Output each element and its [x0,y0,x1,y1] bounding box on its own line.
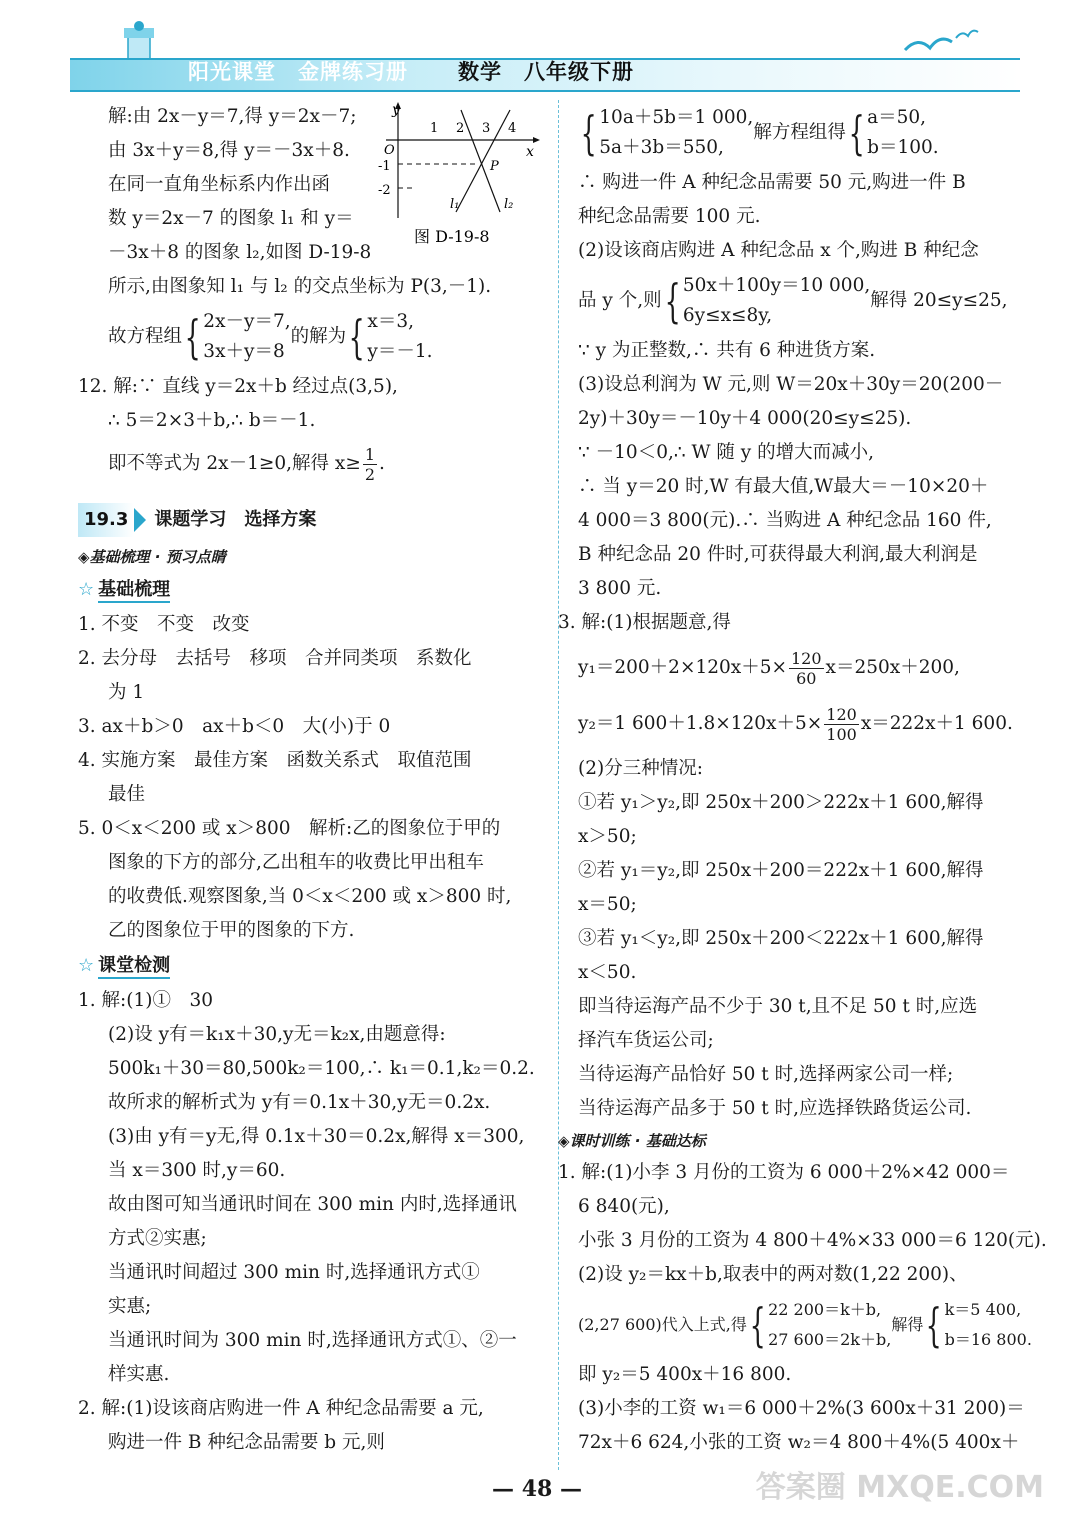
system-prefix: (2,27 600)代入上式,得 [578,1315,747,1334]
section-title [78,498,543,542]
equation: 50x＋100y＝10 000, [682,275,871,296]
text-line: x＞50; [578,826,637,847]
text-line: ∴ 当 y＝20 时,W 有最大值,W最大＝－10×20＋ [578,476,989,497]
text-line: 即当待运海产品不少于 30 t,且不足 50 t 时,应选 [578,996,978,1017]
solution: y＝－1. [367,341,433,362]
text-line: (2)设 y₂＝kx＋b,取表中的两对数(1,22 200)、 [578,1264,968,1285]
system-prefix: 品 y 个,则 [578,290,662,311]
fig-origin: O [384,143,395,158]
text-line: 3. 解:(1)根据题意,得 [558,612,731,633]
text-line: 图象的下方的部分,乙出租车的收费比甲出租车 [108,852,484,873]
text-line: 当通讯时间超过 300 min 时,选择通讯方式① [108,1262,480,1283]
fraction: $\frac{1}{2}$ [364,444,376,484]
text-line: 样实惠. [108,1364,170,1385]
text-line: (3)小李的工资 w₁＝6 000＋2%(3 600x＋31 200)＝ [578,1398,1025,1419]
left-column [78,100,543,1460]
text-line: ①若 y₁＞y₂,即 250x＋200＞222x＋1 600,解得 [578,792,984,813]
text-line: 故所求的解析式为 y有＝0.1x＋30,y无＝0.2x. [108,1092,491,1113]
subhead: ◈课时训练 · 基础达标 [558,1132,706,1150]
system-solution: 品 y 个,则 { 50x＋100y＝10 000, 6y≤x≤8y, 解得 20≤y≤25, [578,268,1033,334]
arrow-icon [134,508,146,532]
fig-tick-x: 2 [456,121,465,136]
text-line: 数 y＝2x－7 的图象 l₁ 和 y＝ [108,208,354,229]
fig-tick-x: 1 [430,121,439,136]
text-line: (2)分三种情况: [578,758,703,779]
text-line: 500k₁＋30＝80,500k₂＝100,∴ k₁＝0.1,k₂＝0.2. [108,1058,535,1079]
text-line: 2. 解:(1)设该商店购进一件 A 种纪念品需要 a 元, [78,1398,484,1419]
text-line: 方式②实惠; [108,1228,207,1249]
equation: 22 200＝k＋b, [768,1300,882,1319]
right-column [558,100,1047,1460]
system-mid: 解方程组得 [753,122,846,143]
equation: 5a＋3b＝550, [599,137,724,158]
fig-tick-y: -2 [378,183,391,198]
inequality-line: 即不等式为 2x－1≥0,解得 x≥ $\frac{1}{2}$ . [108,444,385,484]
text-line: (3)设总利润为 W 元,则 W＝20x＋30y＝20(200－ [578,374,1004,395]
text-line: x＝50; [578,894,637,915]
fig-tick-y: -1 [378,159,391,174]
text-line: 6 840(元), [578,1196,670,1217]
section-title-text: 课题学习 选择方案 [154,509,317,530]
text-line: 择汽车货运公司; [578,1030,714,1051]
solution: a＝50, [867,107,927,128]
equation: 6y≤x≤8y, [682,305,773,326]
fig-line1-label: l₁ [450,197,460,212]
text-line: 3. ax＋b＞0 ax＋b＜0 大(小)于 0 [78,716,391,737]
fraction: $\frac{120}{100}$ [826,704,857,744]
fig-point-p: P [490,159,499,174]
text-line: 72x＋6 624,小张的工资 w₂＝4 800＋4%(5 400x＋ [578,1432,1020,1453]
fraction: $\frac{120}{60}$ [790,648,822,688]
seagull-icon [900,28,980,62]
system-solution: (2,27 600)代入上式,得 { 22 200＝k＋b, 27 600＝2k＋b, 解得 { k＝5 400, b＝16 800. [578,1292,1033,1358]
diamond-icon: ◈ [558,1132,570,1150]
section-badge: 19.3 [78,503,134,537]
system-solution: 故方程组 { 2x－y＝7, 3x＋y＝8 的解为 { x＝3, y＝－1. [78,304,543,370]
equation: 10a＋5b＝1 000, [599,107,754,128]
star-heading: ☆ 课堂检测 [78,948,543,984]
text-line: 1. 不变 不变 改变 [78,614,250,635]
solution: x＝3, [367,311,414,332]
text-line: 即 y₂＝5 400x＋16 800. [578,1364,792,1385]
column-divider [558,100,559,1470]
text-line: ∵ －10＜0,∴ W 随 y 的增大而减小, [578,442,874,463]
text-line: ③若 y₁＜y₂,即 250x＋200＜222x＋1 600,解得 [578,928,984,949]
equation: 27 600＝2k＋b, [768,1330,892,1349]
text-line: 即不等式为 2x－1≥0,解得 x≥ [108,453,361,474]
subhead: ◈基础梳理 · 预习点睛 [78,548,226,566]
page-number: — 48 — [492,1476,582,1502]
text-line: 为 1 [108,682,145,703]
text-line: ②若 y₁＝y₂,即 250x＋200＝222x＋1 600,解得 [578,860,984,881]
text-line: －3x＋8 的图象 l₂,如图 D-19-8 [108,242,372,263]
text-line: 所示,由图象知 l₁ 与 l₂ 的交点坐标为 P(3,－1). [108,276,492,297]
text-line: 最佳 [108,784,146,805]
text-line: 购进一件 B 种纪念品需要 b 元,则 [108,1432,385,1453]
system-mid: 解得 20≤y≤25, [870,290,1008,311]
solution: k＝5 400, [944,1300,1022,1319]
text-line: 4. 实施方案 最佳方案 函数关系式 取值范围 [78,750,472,771]
solution: b＝16 800. [944,1330,1032,1349]
fig-axis-x: x [526,144,534,160]
equation: 3x＋y＝8 [203,341,285,362]
fig-line2-label: l₂ [504,197,514,212]
solution: b＝100. [867,137,939,158]
star-icon: ☆ [78,579,95,600]
system-mid: 的解为 [290,326,347,347]
text-line: 3 800 元. [578,578,662,599]
text-line: 在同一直角坐标系内作出函 [108,174,331,195]
diamond-icon: ◈ [78,548,90,566]
text-line: 当待运海产品恰好 50 t 时,选择两家公司一样; [578,1064,954,1085]
text-line: 1. 解:(1)小李 3 月份的工资为 6 000＋2%×42 000＝ [558,1162,1010,1183]
text-line: 2y)＋30y＝－10y＋4 000(20≤y≤25). [578,408,912,429]
text-line: 5. 0＜x＜200 或 x＞800 解析:乙的图象位于甲的 [78,818,501,839]
text-line: 12. 解:∵ 直线 y＝2x＋b 经过点(3,5), [78,376,398,397]
star-heading: ☆ 基础梳理 [78,572,543,608]
star-icon: ☆ [78,955,95,976]
text-line: 实惠; [108,1296,152,1317]
text-line: 种纪念品需要 100 元. [578,206,761,227]
header-title: 阳光课堂 金牌练习册 [188,60,408,84]
system-prefix: 故方程组 [108,326,183,347]
text-line: ∴ 5＝2×3＋b,∴ b＝－1. [108,410,316,431]
text-line: ∵ y 为正整数,∴ 共有 6 种进货方案. [578,340,876,361]
text-line: 当 x＝300 时,y＝60. [108,1160,286,1181]
text-line: 小张 3 月份的工资为 4 800＋4%×33 000＝6 120(元). [578,1230,1047,1251]
fig-caption: 图 D-19-8 [414,227,490,246]
text-line: 乙的图象位于甲的图象的下方. [108,920,355,941]
equation: 2x－y＝7, [203,311,291,332]
page-header [0,0,1074,100]
text-line: 1. 解:(1)① 30 [78,990,214,1011]
text-line: B 种纪念品 20 件时,可获得最大利润,最大利润是 [578,544,978,565]
fig-tick-x: 4 [508,121,517,136]
text-line: ∴ 购进一件 A 种纪念品需要 50 元,购进一件 B [578,172,966,193]
text-line: 2. 去分母 去括号 移项 合并同类项 系数化 [78,648,472,669]
text-line: 解:由 2x－y＝7,得 y＝2x－7; [108,106,357,127]
text-line: 的收费低.观察图象,当 0＜x＜200 或 x＞800 时, [108,886,512,907]
equation-y1: y₁＝200＋2×120x＋5× $\frac{120}{60}$ x＝250x＋200, [578,648,960,688]
watermark: 答案圈 MXQE.COM [755,1470,1044,1505]
text-line: 由 3x＋y＝8,得 y＝－3x＋8. [108,140,350,161]
system-solution: { 10a＋5b＝1 000, 5a＋3b＝550, 解方程组得 { a＝50, b＝100. [578,100,1033,166]
text-line: 当通讯时间为 300 min 时,选择通讯方式①、②一 [108,1330,517,1351]
equation-y2: y₂＝1 600＋1.8×120x＋5× $\frac{120}{100}$ x＝222x＋1 600. [578,704,1013,744]
text-line: 4 000＝3 800(元).∴ 当购进 A 种纪念品 160 件, [578,510,992,531]
text-line: (2)设该商店购进 A 种纪念品 x 个,购进 B 种纪念 [578,240,979,261]
fig-axis-y: y [392,102,400,118]
header-subtitle: 数学 八年级下册 [458,60,634,84]
system-mid: 解得 [891,1315,924,1334]
text-line: 故由图可知当通讯时间在 300 min 内时,选择通讯 [108,1194,517,1215]
text-line: 当待运海产品多于 50 t 时,应选择铁路货运公司. [578,1098,972,1119]
text-line: (2)设 y有＝k₁x＋30,y无＝k₂x,由题意得: [108,1024,446,1045]
text-line: (3)由 y有＝y无,得 0.1x＋30＝0.2x,解得 x＝300, [108,1126,525,1147]
fig-tick-x: 3 [482,121,491,136]
text-line: x＜50. [578,962,637,983]
